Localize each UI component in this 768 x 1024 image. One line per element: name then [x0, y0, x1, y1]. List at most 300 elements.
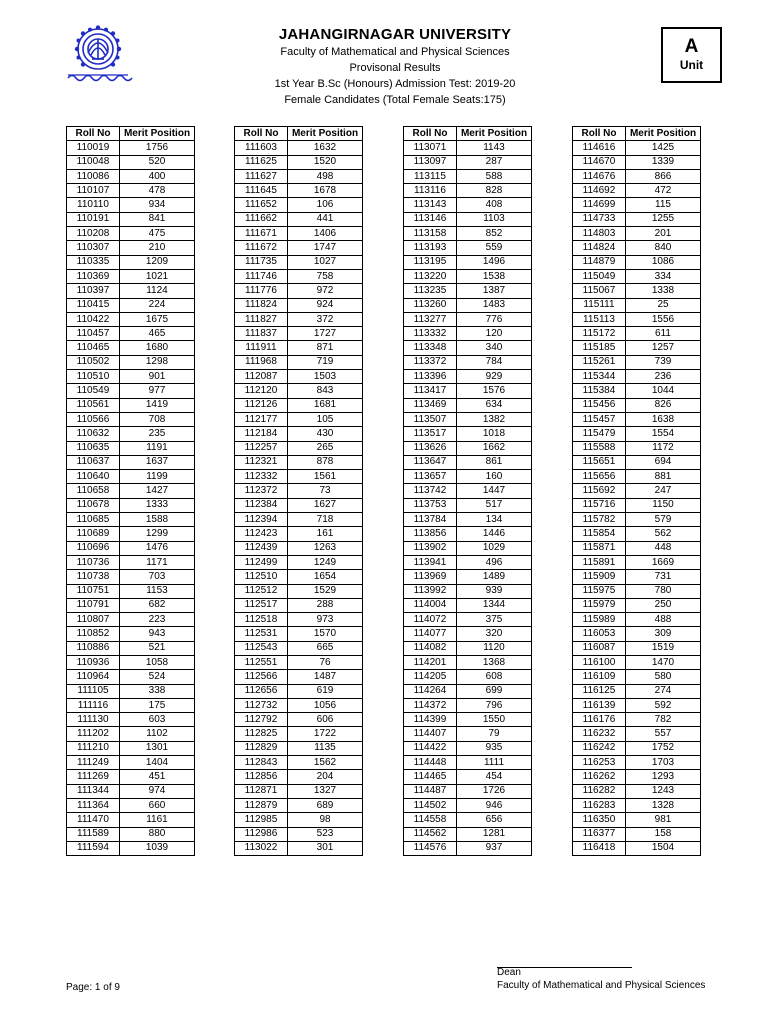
merit-position-cell: 901: [120, 370, 195, 384]
table-row: [573, 513, 701, 527]
merit-position-cell: 1161: [120, 813, 195, 827]
roll-no-cell: 111746: [235, 269, 288, 283]
merit-position-cell: 400: [120, 169, 195, 183]
roll-no-cell: 116253: [573, 756, 626, 770]
merit-position-cell: 1669: [626, 555, 701, 569]
table-row: [67, 684, 195, 698]
roll-no-cell: 111776: [235, 284, 288, 298]
merit-position-cell: 1637: [120, 455, 195, 469]
roll-no-cell: 112543: [235, 641, 288, 655]
roll-no-cell: 110086: [67, 169, 120, 183]
merit-position-cell: 1368: [457, 655, 532, 669]
merit-position-cell: 247: [626, 484, 701, 498]
table-row: [235, 284, 363, 298]
roll-no-cell: 112517: [235, 598, 288, 612]
roll-no-header: Roll No: [404, 127, 457, 141]
results-table: [234, 126, 363, 856]
roll-no-cell: 110110: [67, 198, 120, 212]
merit-position-cell: 454: [457, 770, 532, 784]
merit-position-cell: 1561: [288, 470, 363, 484]
table-row: [235, 341, 363, 355]
table-row: [573, 198, 701, 212]
roll-no-cell: 115384: [573, 384, 626, 398]
roll-no-cell: 114082: [404, 641, 457, 655]
table-row: [404, 355, 532, 369]
roll-no-cell: 116087: [573, 641, 626, 655]
roll-no-cell: 113022: [235, 841, 288, 855]
table-row: [235, 770, 363, 784]
table-row: [235, 527, 363, 541]
roll-no-cell: 110561: [67, 398, 120, 412]
table-row: [573, 484, 701, 498]
table-row: [573, 441, 701, 455]
merit-position-cell: 1627: [288, 498, 363, 512]
merit-position-cell: 1632: [288, 141, 363, 155]
roll-no-cell: 113856: [404, 527, 457, 541]
table-row: [404, 713, 532, 727]
roll-no-cell: 112177: [235, 412, 288, 426]
merit-position-cell: 1209: [120, 255, 195, 269]
roll-no-cell: 110048: [67, 155, 120, 169]
table-row: [573, 584, 701, 598]
unit-letter: A: [684, 36, 699, 57]
merit-position-cell: 1489: [457, 570, 532, 584]
merit-position-cell: 223: [120, 613, 195, 627]
merit-position-header: Merit Position: [120, 127, 195, 141]
table-row: [67, 169, 195, 183]
merit-position-cell: 1044: [626, 384, 701, 398]
table-row: [67, 827, 195, 841]
results-table: [572, 126, 701, 856]
table-row: [573, 655, 701, 669]
table-row: [235, 198, 363, 212]
table-row: [235, 655, 363, 669]
roll-no-cell: 112656: [235, 684, 288, 698]
merit-position-cell: 682: [120, 598, 195, 612]
merit-position-cell: 1681: [288, 398, 363, 412]
merit-position-cell: 1328: [626, 798, 701, 812]
roll-no-cell: 113396: [404, 370, 457, 384]
roll-no-cell: 116100: [573, 655, 626, 669]
merit-position-cell: 288: [288, 598, 363, 612]
table-row: [404, 269, 532, 283]
merit-position-cell: 340: [457, 341, 532, 355]
merit-position-cell: 1487: [288, 670, 363, 684]
merit-position-cell: 496: [457, 555, 532, 569]
roll-no-cell: 113146: [404, 212, 457, 226]
roll-no-cell: 112551: [235, 655, 288, 669]
merit-position-cell: 1470: [626, 655, 701, 669]
table-row: [404, 584, 532, 598]
table-row: [235, 841, 363, 855]
merit-position-cell: 656: [457, 813, 532, 827]
table-row: [67, 484, 195, 498]
roll-no-cell: 115111: [573, 298, 626, 312]
roll-no-cell: 115457: [573, 412, 626, 426]
merit-position-cell: 76: [288, 655, 363, 669]
table-row: [404, 212, 532, 226]
table-row: [573, 398, 701, 412]
roll-no-cell: 111116: [67, 698, 120, 712]
table-row: [235, 312, 363, 326]
table-row: [573, 784, 701, 798]
merit-position-cell: 1199: [120, 470, 195, 484]
signatory-faculty: Faculty of Mathematical and Physical Sciences: [497, 980, 706, 991]
table-row: [235, 627, 363, 641]
merit-position-cell: 1086: [626, 255, 701, 269]
table-row: [573, 498, 701, 512]
table-row: [404, 570, 532, 584]
unit-label: Unit: [679, 58, 704, 72]
merit-position-cell: 973: [288, 613, 363, 627]
roll-no-cell: 116282: [573, 784, 626, 798]
table-row: [573, 741, 701, 755]
roll-no-cell: 115261: [573, 355, 626, 369]
merit-position-cell: 1039: [120, 841, 195, 855]
roll-no-cell: 116242: [573, 741, 626, 755]
table-row: [67, 355, 195, 369]
merit-position-cell: 1404: [120, 756, 195, 770]
merit-position-cell: 660: [120, 798, 195, 812]
table-row: [404, 741, 532, 755]
roll-no-cell: 110632: [67, 427, 120, 441]
faculty-name: Faculty of Mathematical and Physical Sciences: [280, 46, 510, 58]
merit-position-cell: 1135: [288, 741, 363, 755]
document-header: [180, 26, 610, 108]
merit-position-cell: 1153: [120, 584, 195, 598]
merit-position-cell: 611: [626, 327, 701, 341]
merit-position-cell: 784: [457, 355, 532, 369]
merit-position-cell: 977: [120, 384, 195, 398]
table-row: [67, 312, 195, 326]
merit-position-cell: 430: [288, 427, 363, 441]
table-row: [404, 813, 532, 827]
merit-position-cell: 861: [457, 455, 532, 469]
table-row: [67, 398, 195, 412]
merit-position-cell: 634: [457, 398, 532, 412]
roll-no-cell: 113195: [404, 255, 457, 269]
merit-position-cell: 1680: [120, 341, 195, 355]
table-row: [235, 670, 363, 684]
roll-no-cell: 114201: [404, 655, 457, 669]
roll-no-cell: 110807: [67, 613, 120, 627]
merit-position-cell: 934: [120, 198, 195, 212]
merit-position-cell: 375: [457, 613, 532, 627]
roll-no-cell: 111470: [67, 813, 120, 827]
table-row: [404, 298, 532, 312]
university-name: JAHANGIRNAGAR UNIVERSITY: [278, 26, 512, 43]
merit-position-cell: 1503: [288, 370, 363, 384]
roll-no-cell: 112332: [235, 470, 288, 484]
exam-name: 1st Year B.Sc (Honours) Admission Test: 2019-20: [274, 78, 516, 90]
merit-position-cell: 235: [120, 427, 195, 441]
roll-no-cell: 111202: [67, 727, 120, 741]
roll-no-cell: 112184: [235, 427, 288, 441]
table-row: [404, 598, 532, 612]
roll-no-cell: 114879: [573, 255, 626, 269]
roll-no-cell: 116125: [573, 684, 626, 698]
merit-position-cell: 1299: [120, 527, 195, 541]
roll-no-cell: 115067: [573, 284, 626, 298]
roll-no-cell: 110936: [67, 655, 120, 669]
table-row: [573, 756, 701, 770]
merit-position-cell: 158: [626, 827, 701, 841]
merit-position-cell: 592: [626, 698, 701, 712]
table-row: [67, 698, 195, 712]
merit-position-cell: 826: [626, 398, 701, 412]
roll-no-cell: 115656: [573, 470, 626, 484]
merit-position-cell: 1520: [288, 155, 363, 169]
candidates-info: Female Candidates (Total Female Seats:175): [284, 94, 506, 106]
table-row: [67, 498, 195, 512]
merit-position-cell: 1293: [626, 770, 701, 784]
roll-no-cell: 111105: [67, 684, 120, 698]
table-row: [404, 770, 532, 784]
table-row: [573, 212, 701, 226]
merit-position-cell: 287: [457, 155, 532, 169]
roll-no-cell: 112499: [235, 555, 288, 569]
table-row: [67, 584, 195, 598]
roll-no-cell: 114465: [404, 770, 457, 784]
roll-no-cell: 112372: [235, 484, 288, 498]
roll-no-cell: 114558: [404, 813, 457, 827]
roll-no-cell: 114562: [404, 827, 457, 841]
merit-position-cell: 780: [626, 584, 701, 598]
roll-no-cell: 113941: [404, 555, 457, 569]
table-row: [235, 398, 363, 412]
roll-no-cell: 113115: [404, 169, 457, 183]
roll-no-cell: 112384: [235, 498, 288, 512]
roll-no-cell: 115975: [573, 584, 626, 598]
table-row: [235, 241, 363, 255]
roll-no-cell: 112087: [235, 370, 288, 384]
table-row: [67, 327, 195, 341]
roll-no-cell: 112512: [235, 584, 288, 598]
roll-no-cell: 110685: [67, 513, 120, 527]
merit-position-cell: 488: [626, 613, 701, 627]
merit-position-cell: 708: [120, 412, 195, 426]
roll-no-cell: 110791: [67, 598, 120, 612]
merit-position-cell: 274: [626, 684, 701, 698]
table-row: [67, 441, 195, 455]
merit-position-cell: 1519: [626, 641, 701, 655]
roll-no-header: Roll No: [67, 127, 120, 141]
table-row: [573, 298, 701, 312]
merit-position-cell: 878: [288, 455, 363, 469]
merit-position-cell: 472: [626, 184, 701, 198]
roll-no-cell: 110678: [67, 498, 120, 512]
roll-no-cell: 112566: [235, 670, 288, 684]
merit-position-cell: 579: [626, 513, 701, 527]
roll-no-cell: 110502: [67, 355, 120, 369]
merit-position-cell: 1446: [457, 527, 532, 541]
merit-position-cell: 1301: [120, 741, 195, 755]
merit-position-cell: 1703: [626, 756, 701, 770]
table-row: [573, 570, 701, 584]
table-row: [573, 384, 701, 398]
table-row: [573, 312, 701, 326]
table-row: [235, 513, 363, 527]
table-row: [67, 284, 195, 298]
roll-no-cell: 114670: [573, 155, 626, 169]
roll-no-cell: 111672: [235, 241, 288, 255]
table-row: [67, 527, 195, 541]
table-row: [67, 212, 195, 226]
roll-no-cell: 114487: [404, 784, 457, 798]
roll-no-cell: 114372: [404, 698, 457, 712]
table-row: [404, 784, 532, 798]
merit-position-cell: 338: [120, 684, 195, 698]
merit-position-cell: 520: [120, 155, 195, 169]
roll-no-cell: 110335: [67, 255, 120, 269]
merit-position-cell: 606: [288, 713, 363, 727]
table-row: [573, 698, 701, 712]
merit-position-cell: 320: [457, 627, 532, 641]
table-row: [404, 427, 532, 441]
merit-position-cell: 946: [457, 798, 532, 812]
table-row: [404, 613, 532, 627]
table-row: [404, 798, 532, 812]
roll-no-cell: 112871: [235, 784, 288, 798]
merit-position-cell: 1257: [626, 341, 701, 355]
table-row: [404, 827, 532, 841]
roll-no-cell: 110658: [67, 484, 120, 498]
table-row: [573, 541, 701, 555]
merit-position-cell: 1662: [457, 441, 532, 455]
roll-no-cell: 114205: [404, 670, 457, 684]
merit-position-cell: 694: [626, 455, 701, 469]
table-row: [67, 427, 195, 441]
roll-no-cell: 114502: [404, 798, 457, 812]
roll-no-cell: 114077: [404, 627, 457, 641]
roll-no-cell: 111364: [67, 798, 120, 812]
roll-no-cell: 111594: [67, 841, 120, 855]
table-row: [573, 427, 701, 441]
roll-no-cell: 114448: [404, 756, 457, 770]
roll-no-cell: 115782: [573, 513, 626, 527]
roll-no-cell: 113784: [404, 513, 457, 527]
merit-position-cell: 1298: [120, 355, 195, 369]
merit-position-cell: 106: [288, 198, 363, 212]
roll-no-cell: 112531: [235, 627, 288, 641]
merit-position-cell: 1021: [120, 269, 195, 283]
roll-no-cell: 114692: [573, 184, 626, 198]
roll-no-cell: 110208: [67, 227, 120, 241]
merit-position-cell: 210: [120, 241, 195, 255]
merit-position-cell: 1576: [457, 384, 532, 398]
merit-position-cell: 689: [288, 798, 363, 812]
table-row: [67, 455, 195, 469]
roll-no-cell: 111589: [67, 827, 120, 841]
table-row: [67, 255, 195, 269]
table-row: [67, 655, 195, 669]
roll-no-cell: 114699: [573, 198, 626, 212]
roll-no-cell: 112510: [235, 570, 288, 584]
table-row: [67, 155, 195, 169]
results-type: Provisonal Results: [349, 62, 441, 74]
roll-no-cell: 115979: [573, 598, 626, 612]
roll-no-cell: 116139: [573, 698, 626, 712]
table-row: [67, 298, 195, 312]
roll-no-cell: 112986: [235, 827, 288, 841]
roll-no-cell: 114576: [404, 841, 457, 855]
merit-position-cell: 105: [288, 412, 363, 426]
table-row: [573, 141, 701, 155]
roll-no-cell: 115588: [573, 441, 626, 455]
merit-position-cell: 1029: [457, 541, 532, 555]
table-row: [235, 827, 363, 841]
roll-no-cell: 114399: [404, 713, 457, 727]
roll-no-cell: 116176: [573, 713, 626, 727]
roll-no-cell: 110397: [67, 284, 120, 298]
roll-no-cell: 110696: [67, 541, 120, 555]
merit-position-cell: 1327: [288, 784, 363, 798]
table-row: [235, 598, 363, 612]
merit-position-cell: 1483: [457, 298, 532, 312]
roll-no-cell: 113277: [404, 312, 457, 326]
merit-position-cell: 1150: [626, 498, 701, 512]
roll-no-cell: 113626: [404, 441, 457, 455]
merit-position-header: Merit Position: [457, 127, 532, 141]
merit-position-cell: 1191: [120, 441, 195, 455]
roll-no-cell: 110549: [67, 384, 120, 398]
table-row: [67, 613, 195, 627]
merit-position-cell: 334: [626, 269, 701, 283]
table-row: [404, 169, 532, 183]
roll-no-cell: 111344: [67, 784, 120, 798]
roll-no-cell: 110964: [67, 670, 120, 684]
roll-no-header: Roll No: [235, 127, 288, 141]
table-row: [67, 184, 195, 198]
merit-position-cell: 840: [626, 241, 701, 255]
table-row: [404, 155, 532, 169]
roll-no-cell: 113260: [404, 298, 457, 312]
merit-position-cell: 517: [457, 498, 532, 512]
roll-no-cell: 113742: [404, 484, 457, 498]
table-row: [67, 412, 195, 426]
merit-position-cell: 981: [626, 813, 701, 827]
table-row: [404, 498, 532, 512]
merit-position-cell: 79: [457, 727, 532, 741]
roll-no-cell: 112732: [235, 698, 288, 712]
merit-position-cell: 1255: [626, 212, 701, 226]
roll-no-cell: 112985: [235, 813, 288, 827]
merit-position-cell: 1496: [457, 255, 532, 269]
merit-position-cell: 1333: [120, 498, 195, 512]
roll-no-cell: 115891: [573, 555, 626, 569]
table-row: [235, 298, 363, 312]
roll-no-cell: 113469: [404, 398, 457, 412]
roll-no-cell: 113235: [404, 284, 457, 298]
table-row: [235, 727, 363, 741]
merit-position-cell: 1556: [626, 312, 701, 326]
merit-position-cell: 1103: [457, 212, 532, 226]
roll-no-cell: 115456: [573, 398, 626, 412]
table-row: [235, 255, 363, 269]
table-row: [235, 441, 363, 455]
merit-position-cell: 718: [288, 513, 363, 527]
table-row: [235, 641, 363, 655]
roll-no-cell: 110510: [67, 370, 120, 384]
table-row: [235, 541, 363, 555]
table-row: [573, 355, 701, 369]
merit-position-cell: 1726: [457, 784, 532, 798]
table-row: [404, 555, 532, 569]
merit-position-cell: 619: [288, 684, 363, 698]
roll-no-cell: 113220: [404, 269, 457, 283]
roll-no-cell: 115479: [573, 427, 626, 441]
table-row: [67, 384, 195, 398]
